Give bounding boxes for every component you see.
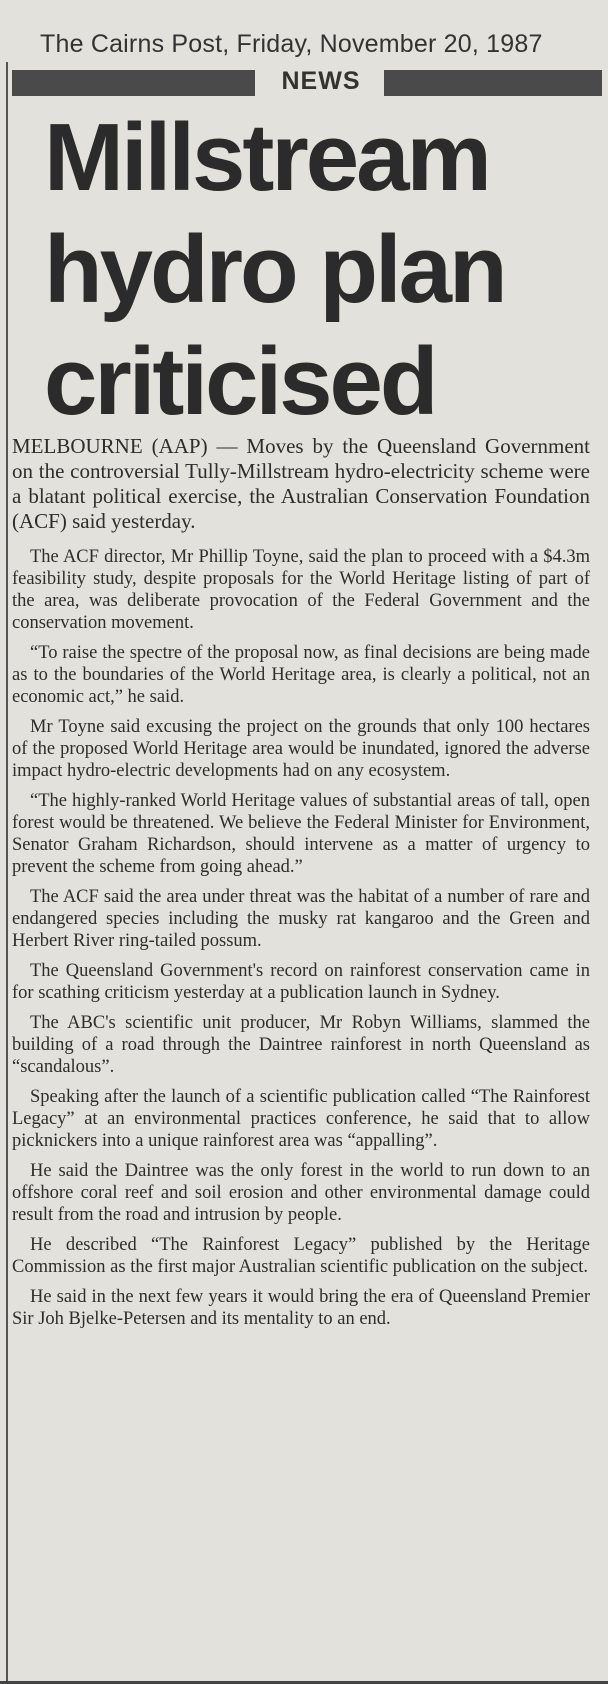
article-paragraph: The ABC's scientific unit producer, Mr Robyn Williams, slammed the building of a road through the Daintree rainforest in north Queensland as “scandalous”. <box>12 1013 590 1077</box>
article-paragraph: “The highly-ranked World Heritage values of substantial areas of tall, open forest would be threatened. We believe the Federal Minister for Environment, Senator Graham Richardson, should intervene as a matter of urgency to prevent the scheme from going ahead.” <box>12 791 590 877</box>
article-body <box>12 434 590 1338</box>
article-paragraph: Mr Toyne said excusing the project on the grounds that only 100 hectares of the proposed World Heritage area would be inundated, ignored the adverse impact hydro-electric developments had on any ecosystem. <box>12 717 590 781</box>
article-paragraph: He said the Daintree was the only forest in the world to run down to an offshore coral reef and soil erosion and other environmental damage could result from the road and intrusion by people. <box>12 1161 590 1225</box>
section-bar-right <box>384 70 602 96</box>
headline <box>44 102 604 438</box>
article-paragraph: He described “The Rainforest Legacy” published by the Heritage Commission as the first major Australian scientific publication on the subject. <box>12 1235 590 1277</box>
article-paragraph: Speaking after the launch of a scientific publication called “The Rainforest Legacy” at an environmental practices conference, he said that to allow picknickers into a unique rainforest area was “appalling”. <box>12 1087 590 1151</box>
headline-line-2: hydro plan <box>44 216 505 323</box>
left-column-rule <box>6 62 8 1682</box>
headline-line-3: criticised <box>44 328 436 435</box>
section-label: NEWS <box>281 67 361 95</box>
article-paragraph: The Queensland Government's record on rainforest conservation came in for scathing criticism yesterday at a publication launch in Sydney. <box>12 961 590 1003</box>
article-paragraph: The ACF said the area under threat was the habitat of a number of rare and endangered species including the musky rat kangaroo and the Green and Herbert River ring-tailed possum. <box>12 887 590 951</box>
article-paragraph: He said in the next few years it would bring the era of Queensland Premier Sir Joh Bjelke-Petersen and its mentality to an end. <box>12 1287 590 1329</box>
article-paragraph: “To raise the spectre of the proposal now, as final decisions are being made as to the boundaries of the World Heritage area, is clearly a political, not an economic act,” he said. <box>12 643 590 707</box>
article-paragraph-lead: MELBOURNE (AAP) — Moves by the Queensland Government on the controversial Tully-Millstream hydro-electricity scheme were a blatant political exercise, the Australian Conservation Foundation (ACF) said yesterday. <box>12 434 590 533</box>
headline-line-1: Millstream <box>44 104 489 211</box>
dateline: The Cairns Post, Friday, November 20, 1987 <box>40 30 543 58</box>
section-banner <box>12 68 602 100</box>
article-paragraph: The ACF director, Mr Phillip Toyne, said the plan to proceed with a $4.3m feasibility study, despite proposals for the World Heritage listing of part of the area, was deliberate provocation of the Federal Government and the conservation movement. <box>12 547 590 633</box>
section-bar-left <box>12 70 255 96</box>
